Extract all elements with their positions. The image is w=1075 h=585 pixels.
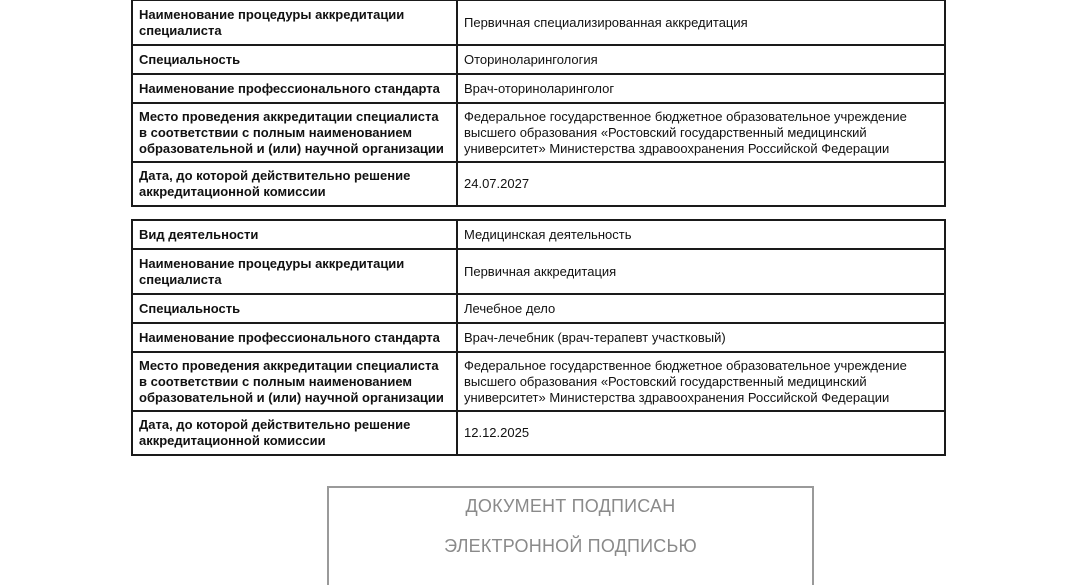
row-value: Медицинская деятельность	[457, 220, 945, 249]
row-label: Специальность	[132, 294, 457, 323]
row-value: Врач-оториноларинголог	[457, 74, 945, 103]
row-value: 24.07.2027	[457, 162, 945, 206]
row-label: Место проведения аккредитации специалиста в соответствии с полным наименованием образовательной и (или) научной организации	[132, 352, 457, 411]
table-row	[132, 411, 945, 455]
table-row	[132, 220, 945, 249]
row-label: Наименование профессионального стандарта	[132, 323, 457, 352]
table-row	[132, 323, 945, 352]
accreditation-table-1	[131, 0, 946, 207]
accreditation-table-2	[131, 219, 946, 456]
row-value: Врач-лечебник (врач-терапевт участковый)	[457, 323, 945, 352]
table-row	[132, 0, 945, 45]
electronic-signature-stamp	[327, 486, 814, 585]
row-label: Дата, до которой действительно решение аккредитационной комиссии	[132, 411, 457, 455]
row-value: Федеральное государственное бюджетное образовательное учреждение высшего образования «Ростовский государственный медицинский университет» Министерства здравоохранения Российской Федерации	[457, 103, 945, 162]
row-label: Наименование процедуры аккредитации специалиста	[132, 0, 457, 45]
table-row	[132, 294, 945, 323]
stamp-line-2: ЭЛЕКТРОННОЙ ПОДПИСЬЮ	[444, 536, 697, 556]
row-value: Федеральное государственное бюджетное образовательное учреждение высшего образования «Ростовский государственный медицинский университет» Министерства здравоохранения Российской Федерации	[457, 352, 945, 411]
table-row	[132, 352, 945, 411]
row-value: 12.12.2025	[457, 411, 945, 455]
stamp-line-1: ДОКУМЕНТ ПОДПИСАН	[465, 496, 676, 516]
row-value: Первичная специализированная аккредитация	[457, 0, 945, 45]
row-value: Лечебное дело	[457, 294, 945, 323]
row-label: Наименование процедуры аккредитации специалиста	[132, 249, 457, 294]
row-label: Дата, до которой действительно решение аккредитационной комиссии	[132, 162, 457, 206]
row-label: Специальность	[132, 45, 457, 74]
table-row	[132, 249, 945, 294]
row-label: Место проведения аккредитации специалиста в соответствии с полным наименованием образовательной и (или) научной организации	[132, 103, 457, 162]
row-label: Вид деятельности	[132, 220, 457, 249]
row-value: Оториноларингология	[457, 45, 945, 74]
table-row	[132, 103, 945, 162]
table-row	[132, 45, 945, 74]
table-row	[132, 74, 945, 103]
row-label: Наименование профессионального стандарта	[132, 74, 457, 103]
row-value: Первичная аккредитация	[457, 249, 945, 294]
table-row	[132, 162, 945, 206]
